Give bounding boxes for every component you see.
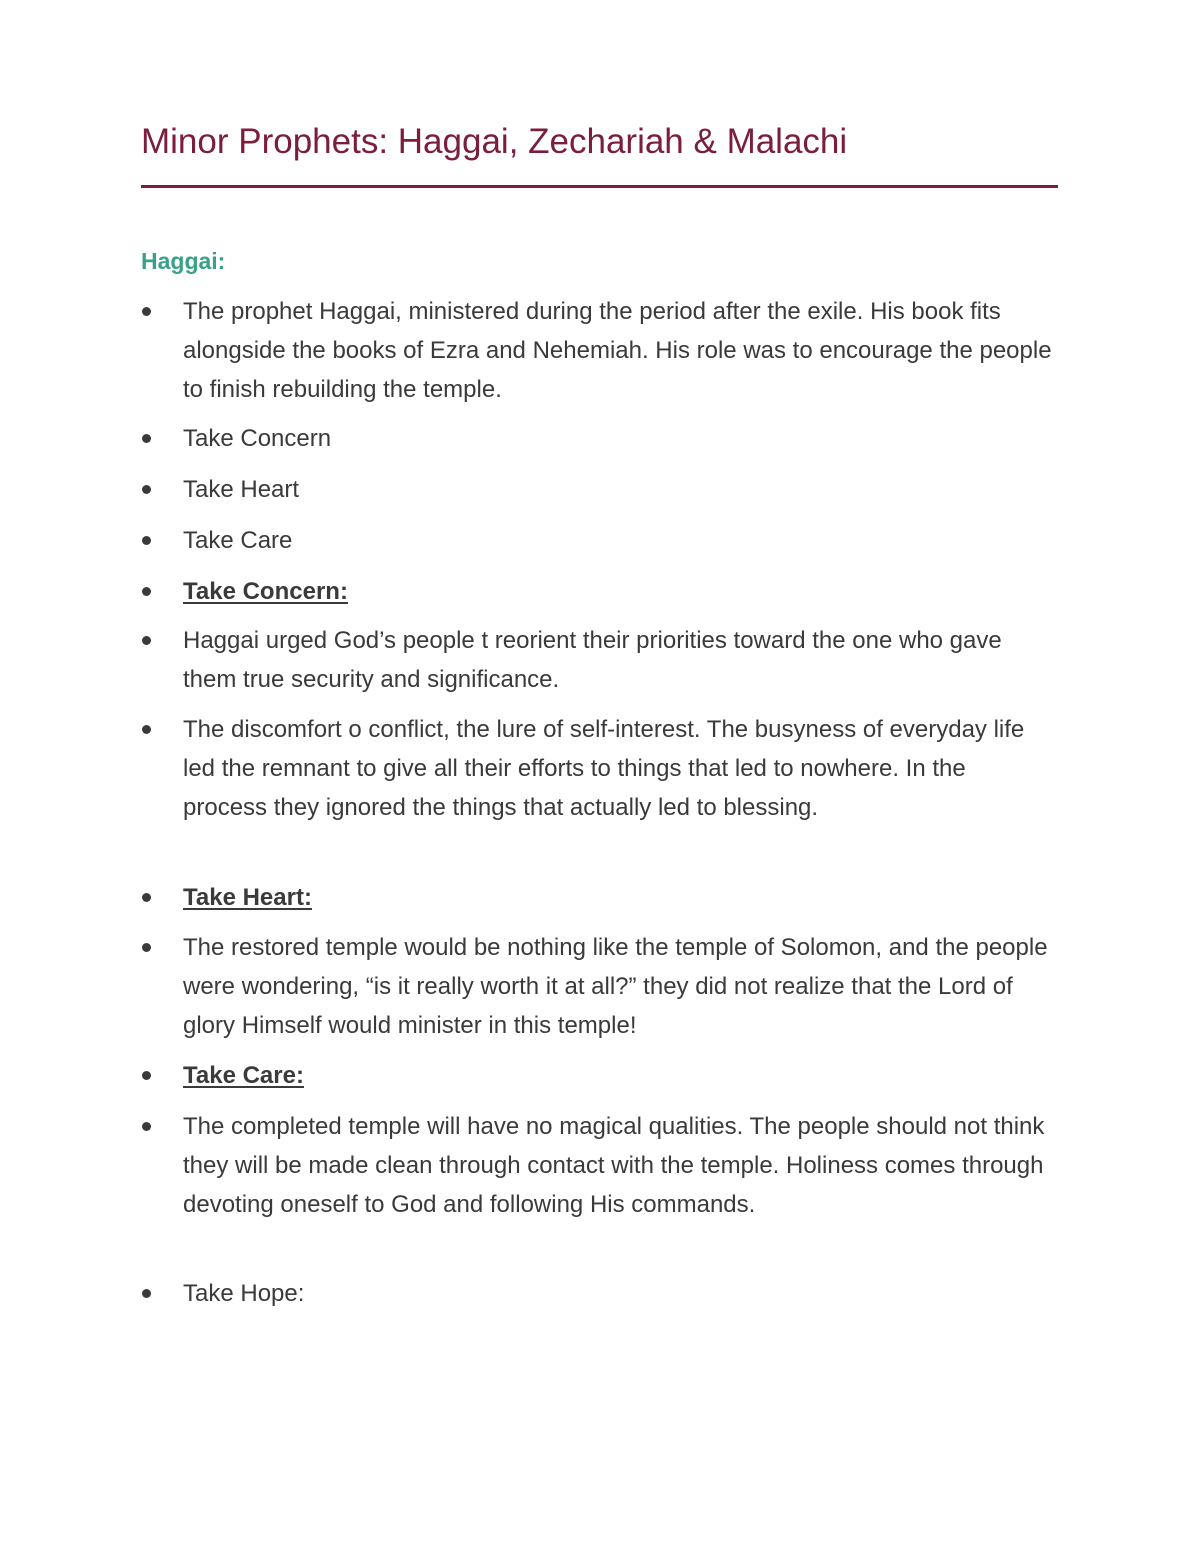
bullet-icon <box>142 893 151 902</box>
bullet-icon <box>142 485 151 494</box>
list-item <box>141 1274 1061 1313</box>
list-item <box>141 1107 1061 1224</box>
list-item <box>141 521 1061 560</box>
list-item <box>141 710 1061 827</box>
list-item <box>141 928 1061 1045</box>
list-item-text: The discomfort o conflict, the lure of self-interest. The busyness of everyday life led the remnant to give all their efforts to things that led to nowhere. In the process they ignored the things that actually led to blessing. <box>183 716 1025 821</box>
bullet-icon <box>142 943 151 952</box>
bullet-icon <box>142 1071 151 1080</box>
list-item-text: Take Concern <box>183 425 332 452</box>
subheading-take-heart: Take Heart: <box>183 884 312 911</box>
bullet-icon <box>142 1289 151 1298</box>
list-item <box>141 878 1061 917</box>
list-item <box>141 572 1061 611</box>
list-item-text: Haggai urged God’s people t reorient their priorities toward the one who gave them true security and significance. <box>183 627 1002 693</box>
subheading-take-concern: Take Concern: <box>183 578 348 605</box>
list-item <box>141 1056 1061 1095</box>
list-item-text: The completed temple will have no magical qualities. The people should not think they will be made clean through contact with the temple. Holiness comes through devoting oneself to God and following His commands. <box>183 1113 1045 1218</box>
list-item <box>141 621 1061 699</box>
list-item-text: Take Heart <box>183 476 300 503</box>
bullet-icon <box>142 434 151 443</box>
bullet-icon <box>142 587 151 596</box>
list-item-text: Take Care <box>183 527 293 554</box>
page-title: Minor Prophets: Haggai, Zechariah & Malachi <box>141 122 848 161</box>
list-item-text: The restored temple would be nothing like the temple of Solomon, and the people were wondering, “is it really worth it at all?” they did not realize that the Lord of glory Himself would minister in this temple! <box>183 934 1048 1039</box>
list-item <box>141 419 1061 458</box>
bullet-icon <box>142 725 151 734</box>
bullet-icon <box>142 307 151 316</box>
bullet-icon <box>142 636 151 645</box>
list-item-text: Take Hope: <box>183 1280 305 1307</box>
bullet-icon <box>142 536 151 545</box>
subheading-take-care: Take Care: <box>183 1062 304 1089</box>
list-item <box>141 470 1061 509</box>
list-item-text: The prophet Haggai, ministered during the period after the exile. His book fits alongside the books of Ezra and Nehemiah. His role was to encourage the people to finish rebuilding the temple. <box>183 298 1052 403</box>
title-divider <box>141 185 1058 188</box>
bullet-icon <box>142 1122 151 1131</box>
section-heading-haggai: Haggai: <box>141 248 226 274</box>
list-item <box>141 292 1061 409</box>
